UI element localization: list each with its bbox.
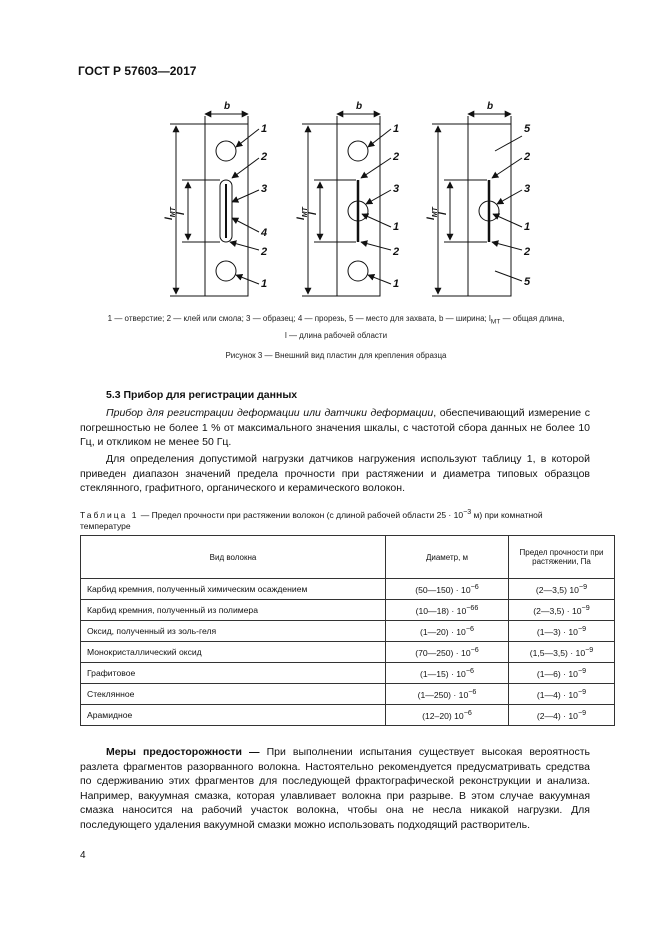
marker-c-3: 3 — [524, 183, 531, 195]
document-header: ГОСТ Р 57603—2017 — [78, 64, 197, 78]
table-caption: Таблица 1 — Предел прочности при растяжении волокон (с длиной рабочей области $25 \cdot 10^{-3}$ м) при комнатной температуре — [80, 508, 543, 531]
marker-c-6: 5 — [524, 276, 531, 288]
cell-diameter: (1—20) · $10^{-6}$ — [386, 621, 509, 642]
cell-fiber-type: Стеклянное — [81, 684, 386, 705]
cell-strength: (2—3,5) $10^{-9}$ — [509, 579, 615, 600]
header-strength: Предел прочности при растяжении, Па — [509, 536, 615, 579]
marker-b-4: 1 — [393, 221, 400, 233]
plate-b-hole-bottom — [348, 261, 368, 281]
marker-a-3: 3 — [261, 183, 268, 195]
dim-l-a: l — [176, 212, 187, 215]
cell-diameter: (10—18) · $10^{-66}$ — [386, 600, 509, 621]
cell-diameter: (1—15) · $10^{-6}$ — [386, 663, 509, 684]
table-row — [81, 705, 615, 726]
dim-lmt-c: $l_{МТ}$ — [426, 207, 439, 220]
cell-strength: (1,5—3,5) · $10^{-9}$ — [509, 642, 615, 663]
section-heading: 5.3 Прибор для регистрации данных — [106, 389, 298, 401]
cell-diameter: (70—250) · $10^{-6}$ — [386, 642, 509, 663]
marker-a-2: 2 — [261, 151, 268, 163]
fiber-strength-table — [80, 535, 615, 726]
cell-fiber-type: Монокристаллический оксид — [81, 642, 386, 663]
marker-a-4: 4 — [261, 227, 268, 239]
figure-legend — [80, 312, 592, 342]
figure-caption: Рисунок 3 — Внешний вид пластин для крепления образца — [225, 351, 447, 360]
marker-b-6: 1 — [393, 278, 400, 290]
dim-b-a: b — [224, 101, 231, 112]
marker-c-1: 5 — [524, 123, 531, 135]
marker-c-5: 2 — [524, 246, 531, 258]
caution-paragraph: Меры предосторожности — При выполнении испытания существует высокая вероятность разлета фрагментов разорванного волокна. Настоятельно рекомендуется предусматривать средства по сдерживанию этих фрагментов для последующей фрактографической реконструкции и анализа. Например, вакуумная смазка, которая улавливает волокна при разрыве. В этом случае вакуумная смазка наносится на рабочий участок волокна, чтобы она не несла никакой нагрузки. Для последующего удаления вакуумной смазки можно использовать подходящий растворитель. — [80, 746, 590, 831]
instrument-term: Прибор для регистрации деформации или датчики деформации — [106, 407, 434, 419]
marker-a-1: 1 — [261, 123, 268, 135]
cell-strength: (1—6) · $10^{-9}$ — [509, 663, 615, 684]
table-row — [81, 642, 615, 663]
cell-fiber-type: Арамидное — [81, 705, 386, 726]
cell-strength: (2—4) · $10^{-9}$ — [509, 705, 615, 726]
legend-line-2: l — длина рабочей области — [284, 330, 388, 340]
cell-fiber-type: Графитовое — [81, 663, 386, 684]
caution-lead: Меры предосторожности — — [106, 746, 260, 758]
cell-diameter: (12–20) $10^{-6}$ — [386, 705, 509, 726]
dim-l-b: l — [308, 212, 319, 215]
dim-lmt-a: $l_{МТ}$ — [164, 207, 177, 220]
marker-c-4: 1 — [524, 221, 531, 233]
dim-l-c: l — [438, 212, 449, 215]
table-header-row — [81, 536, 615, 579]
cell-strength: (1—4) · $10^{-9}$ — [509, 684, 615, 705]
header-diameter: Диаметр, м — [386, 536, 509, 579]
cell-strength: (2—3,5) · $10^{-9}$ — [509, 600, 615, 621]
marker-c-2: 2 — [524, 151, 531, 163]
cell-fiber-type: Карбид кремния, полученный из полимера — [81, 600, 386, 621]
table-row — [81, 684, 615, 705]
cell-diameter: (50—150) · $10^{-6}$ — [386, 579, 509, 600]
figure-3-drawing — [150, 96, 570, 302]
marker-a-5: 2 — [261, 246, 268, 258]
plate-a-hole-bottom — [216, 261, 236, 281]
marker-b-5: 2 — [393, 246, 400, 258]
cell-strength: (1—3) · $10^{-9}$ — [509, 621, 615, 642]
paragraph-table-intro: Для определения допустимой нагрузки датчиков нагружения используют таблицу 1, в которой приведен диапазон значений предела прочности при растяжении и диаметра типовых образцов стеклянного, графитного, органического и керамического волокон. — [80, 453, 590, 495]
dim-b-b: b — [356, 101, 363, 112]
table-row — [81, 600, 615, 621]
table-row — [81, 621, 615, 642]
legend-line-1: 1 — отверстие; 2 — клей или смола; 3 — образец; 4 — прорезь, 5 — место для захвата, b — ширина; $l_{МТ}$ — общая длина, — [107, 314, 565, 326]
plate-a-hole-top — [216, 141, 236, 161]
marker-a-6: 1 — [261, 278, 268, 290]
marker-b-3: 3 — [393, 183, 400, 195]
marker-b-1: 1 — [393, 123, 400, 135]
cell-fiber-type: Оксид, полученный из золь-геля — [81, 621, 386, 642]
dim-lmt-b: $l_{МТ}$ — [296, 207, 309, 220]
marker-b-2: 2 — [393, 151, 400, 163]
page-number: 4 — [80, 850, 86, 861]
table-row — [81, 579, 615, 600]
cell-diameter: (1—250) · $10^{-6}$ — [386, 684, 509, 705]
table-row — [81, 663, 615, 684]
plate-b-hole-top — [348, 141, 368, 161]
paragraph-instrument: Прибор для регистрации деформации или датчики деформации, обеспечивающий измерение с погрешностью не более 1 % от максимального значения шкалы, с частотой сбора данных не более 10 Гц, и откликом не менее 50 Гц. — [80, 407, 590, 449]
dim-b-c: b — [487, 101, 494, 112]
header-fiber-type: Вид волокна — [81, 536, 386, 579]
cell-fiber-type: Карбид кремния, полученный химическим осаждением — [81, 579, 386, 600]
